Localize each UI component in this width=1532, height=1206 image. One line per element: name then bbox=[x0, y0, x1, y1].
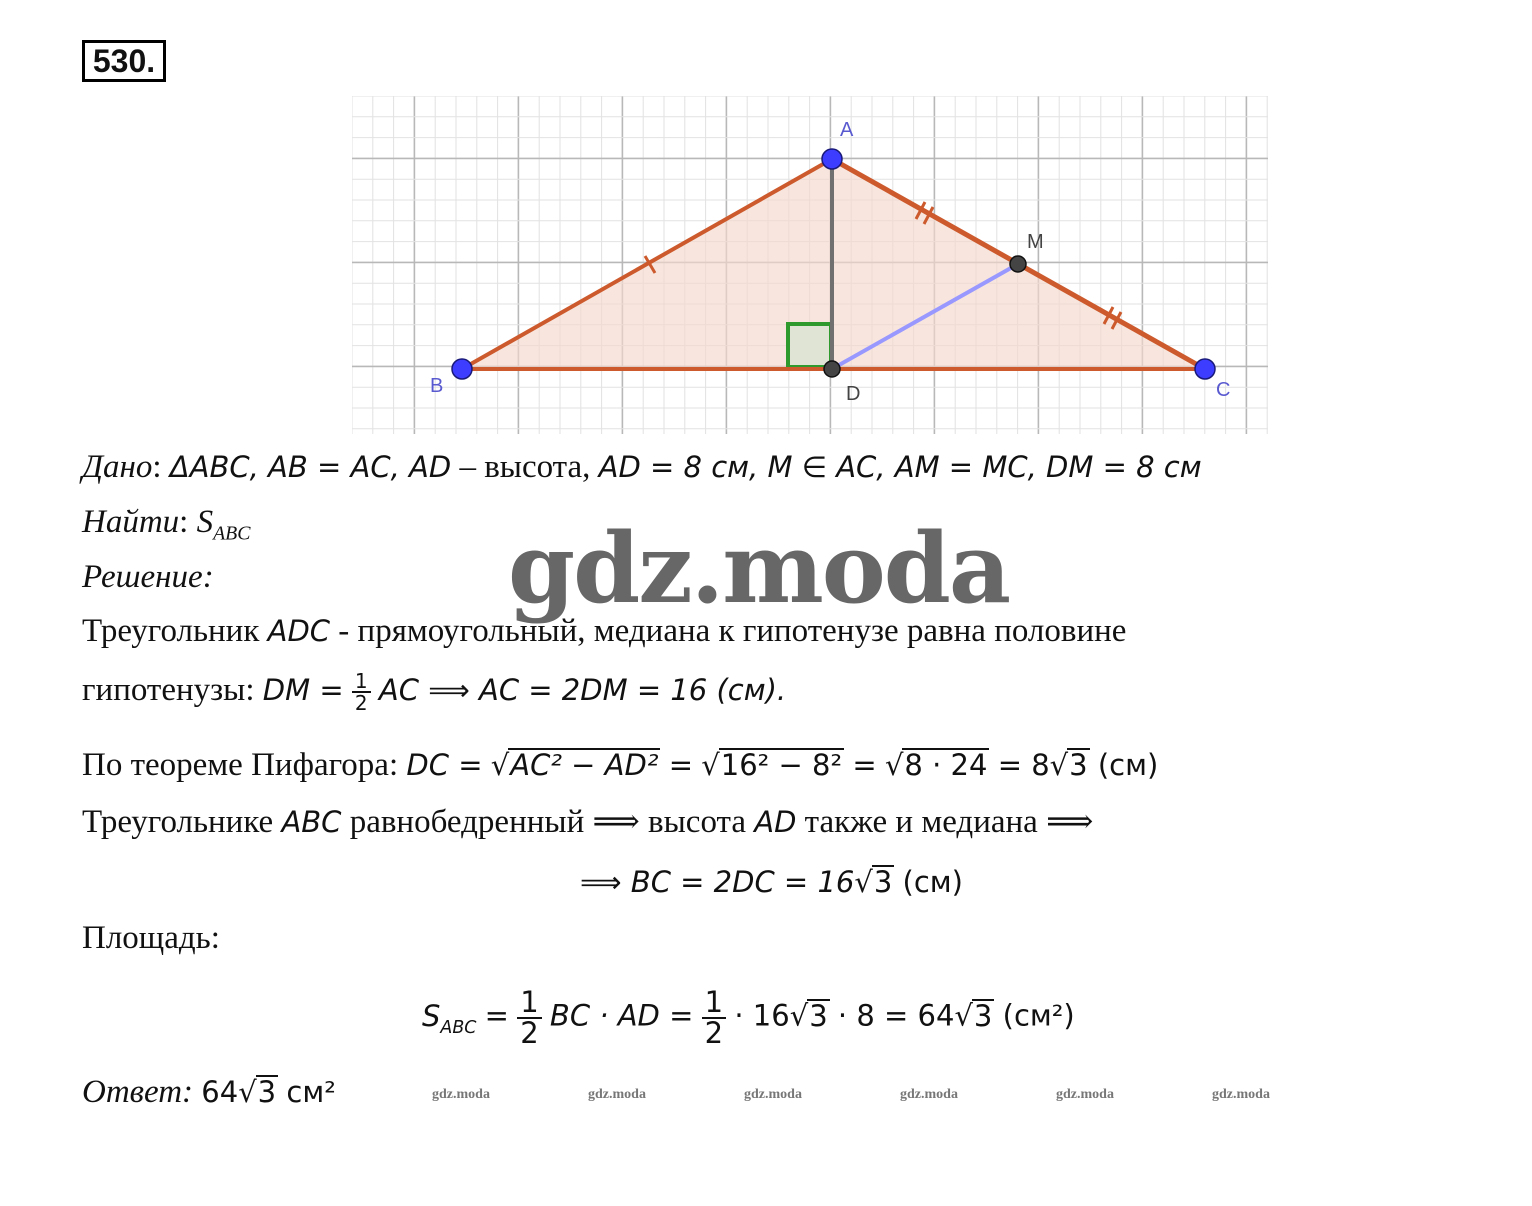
given-expr-1: ΔABC, AB = AC, AD bbox=[169, 450, 452, 484]
fraction-one-half: $\frac{1}{2}$ bbox=[352, 671, 371, 713]
point-d bbox=[824, 361, 840, 377]
find-expr: $S_{ABC}$ bbox=[196, 504, 251, 545]
watermark-small-3: gdz.moda bbox=[744, 1087, 802, 1102]
area-label: Площадь: bbox=[82, 920, 220, 956]
watermark-small-2: gdz.moda bbox=[588, 1087, 646, 1102]
find-line: Найти: $S_{ABC}$ bbox=[82, 504, 251, 545]
step3-line-b: ⟹ BC = 2DC = 16√3 (см) bbox=[580, 865, 963, 899]
problem-number: 530. bbox=[82, 40, 166, 82]
given-label: Дано bbox=[82, 449, 153, 485]
point-a bbox=[822, 149, 842, 169]
watermark-main: gdz.moda bbox=[508, 512, 1010, 625]
answer-line: Ответ: 64√3 см² bbox=[82, 1074, 336, 1110]
point-b bbox=[452, 359, 472, 379]
area-formula: $S_{ABC}$ = $\frac{1}{2}$ BC · AD = $\frac{1}{2}$ · 16√3 · 8 = 64√3 (см²) bbox=[422, 985, 1075, 1050]
point-c bbox=[1195, 359, 1215, 379]
watermark-small-6: gdz.moda bbox=[1212, 1087, 1270, 1102]
triangle-figure bbox=[352, 96, 1268, 434]
step2-line: По теореме Пифагора: DC = √AC² − AD² = √16² − 8² = √8 · 24 = 8√3 (см) bbox=[82, 747, 1159, 783]
step1-line-a: Треугольник ADC - прямоугольный, медиана к гипотенузе равна половине bbox=[82, 613, 1127, 649]
watermark-small-4: gdz.moda bbox=[900, 1087, 958, 1102]
label-d: D bbox=[846, 383, 861, 405]
label-a: A bbox=[840, 119, 854, 141]
step1-line-b: гипотенузы: DM = $\frac{1}{2}$ AC ⟹ AC = 2DM = 16 (см). bbox=[82, 669, 787, 716]
watermark-small-1: gdz.moda bbox=[432, 1087, 490, 1102]
step3-line-a: Треугольнике ABC равнобедренный ⟹ высота AD также и медиана ⟹ bbox=[82, 804, 1094, 840]
given-line: Дано: ΔABC, AB = AC, AD – высота, AD = 8 см, M ∈ AC, AM = MC, DM = 8 см bbox=[82, 449, 1202, 485]
point-m bbox=[1010, 256, 1026, 272]
solution-label: Решение: bbox=[82, 559, 214, 595]
label-b: B bbox=[430, 375, 444, 397]
label-m: M bbox=[1027, 231, 1044, 253]
find-label: Найти bbox=[82, 504, 180, 540]
watermark-small-5: gdz.moda bbox=[1056, 1087, 1114, 1102]
given-expr-2: AD = 8 см, M ∈ AC, AM = MC, DM = 8 см bbox=[598, 450, 1202, 484]
label-c: C bbox=[1216, 379, 1231, 401]
right-angle-mark bbox=[788, 324, 831, 367]
given-text: – высота, bbox=[459, 449, 591, 485]
